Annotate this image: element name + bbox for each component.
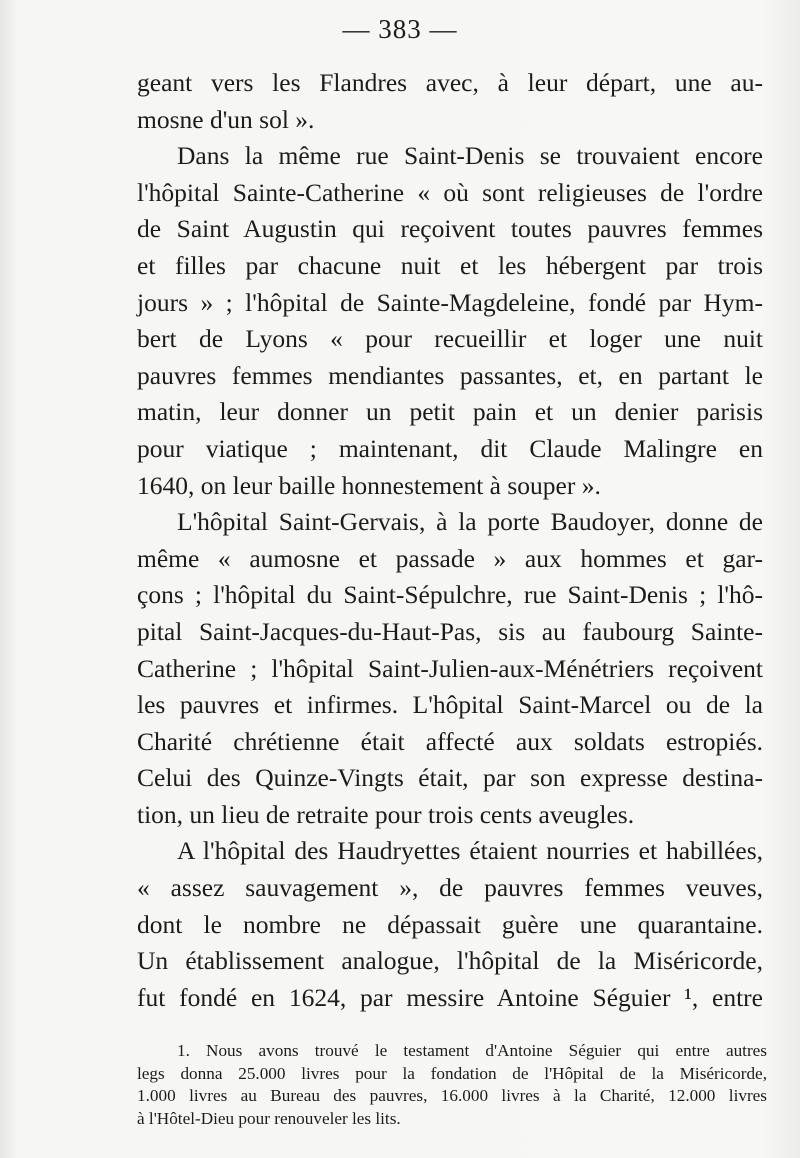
- footnotes: [137, 1040, 767, 1130]
- text-line: L'hôpital Saint-Gervais, à la porte Baudoyer, donne de: [177, 507, 763, 537]
- text-line: tion, un lieu de retraite pour trois cents aveugles.: [137, 799, 635, 829]
- text-line: mosne d'un sol ».: [137, 104, 315, 134]
- text-line: pauvres femmes mendiantes passantes, et, en partant le: [137, 360, 763, 390]
- text-line: pital Saint-Jacques-du-Haut-Pas, sis au faubourg Sainte-: [137, 616, 763, 646]
- footnote-line: legs donna 25.000 livres pour la fondation de l'Hôpital de la Miséricorde,: [137, 1063, 767, 1083]
- text-line: geant vers les Flandres avec, à leur départ, une au-: [137, 68, 763, 97]
- text-line: même « aumosne et passade » aux hommes et gar-: [137, 543, 763, 573]
- footnote-line: 1. Nous avons trouvé le testament d'Antoine Séguier qui entre autres: [177, 1041, 767, 1060]
- text-line: A l'hôpital des Haudryettes étaient nourries et habillées,: [177, 836, 763, 866]
- footnote-line: à l'Hôtel-Dieu pour renouveler les lits.: [137, 1108, 401, 1128]
- text-line: « assez sauvagement », de pauvres femmes veuves,: [137, 873, 763, 903]
- text-line: Dans la même rue Saint-Denis se trouvaient encore: [177, 141, 763, 171]
- body-text: [137, 65, 763, 1016]
- footnote-line: 1.000 livres au Bureau des pauvres, 16.000 livres à la Charité, 12.000 livres: [137, 1086, 767, 1106]
- text-line: matin, leur donner un petit pain et un denier parisis: [137, 397, 763, 427]
- text-line: fut fondé en 1624, par messire Antoine Séguier ¹, entre: [137, 982, 763, 1012]
- text-line: dont le nombre ne dépassait guère une quarantaine.: [137, 909, 763, 939]
- text-line: pour viatique ; maintenant, dit Claude Malingre en: [137, 433, 763, 463]
- text-line: de Saint Augustin qui reçoivent toutes pauvres femmes: [137, 214, 763, 244]
- text-line: jours » ; l'hôpital de Sainte-Magdeleine, fondé par Hym-: [137, 287, 763, 317]
- text-line: bert de Lyons « pour recueillir et loger une nuit: [137, 324, 763, 354]
- text-line: 1640, on leur baille honnestement à souper ».: [137, 470, 601, 500]
- text-line: çons ; l'hôpital du Saint-Sépulchre, rue Saint-Denis ; l'hô-: [137, 580, 763, 610]
- text-line: Catherine ; l'hôpital Saint-Julien-aux-Ménétriers reçoivent: [137, 653, 763, 683]
- text-line: l'hôpital Sainte-Catherine « où sont religieuses de l'ordre: [137, 177, 763, 207]
- text-line: Charité chrétienne était affecté aux soldats estropiés.: [137, 726, 763, 756]
- text-line: les pauvres et infirmes. L'hôpital Saint-Marcel ou de la: [137, 690, 763, 720]
- text-line: Un établissement analogue, l'hôpital de la Miséricorde,: [137, 946, 763, 976]
- text-line: et filles par chacune nuit et les hébergent par trois: [137, 250, 763, 280]
- page-number: — 383 —: [342, 14, 458, 44]
- text-line: Celui des Quinze-Vingts était, par son expresse destina-: [137, 763, 763, 793]
